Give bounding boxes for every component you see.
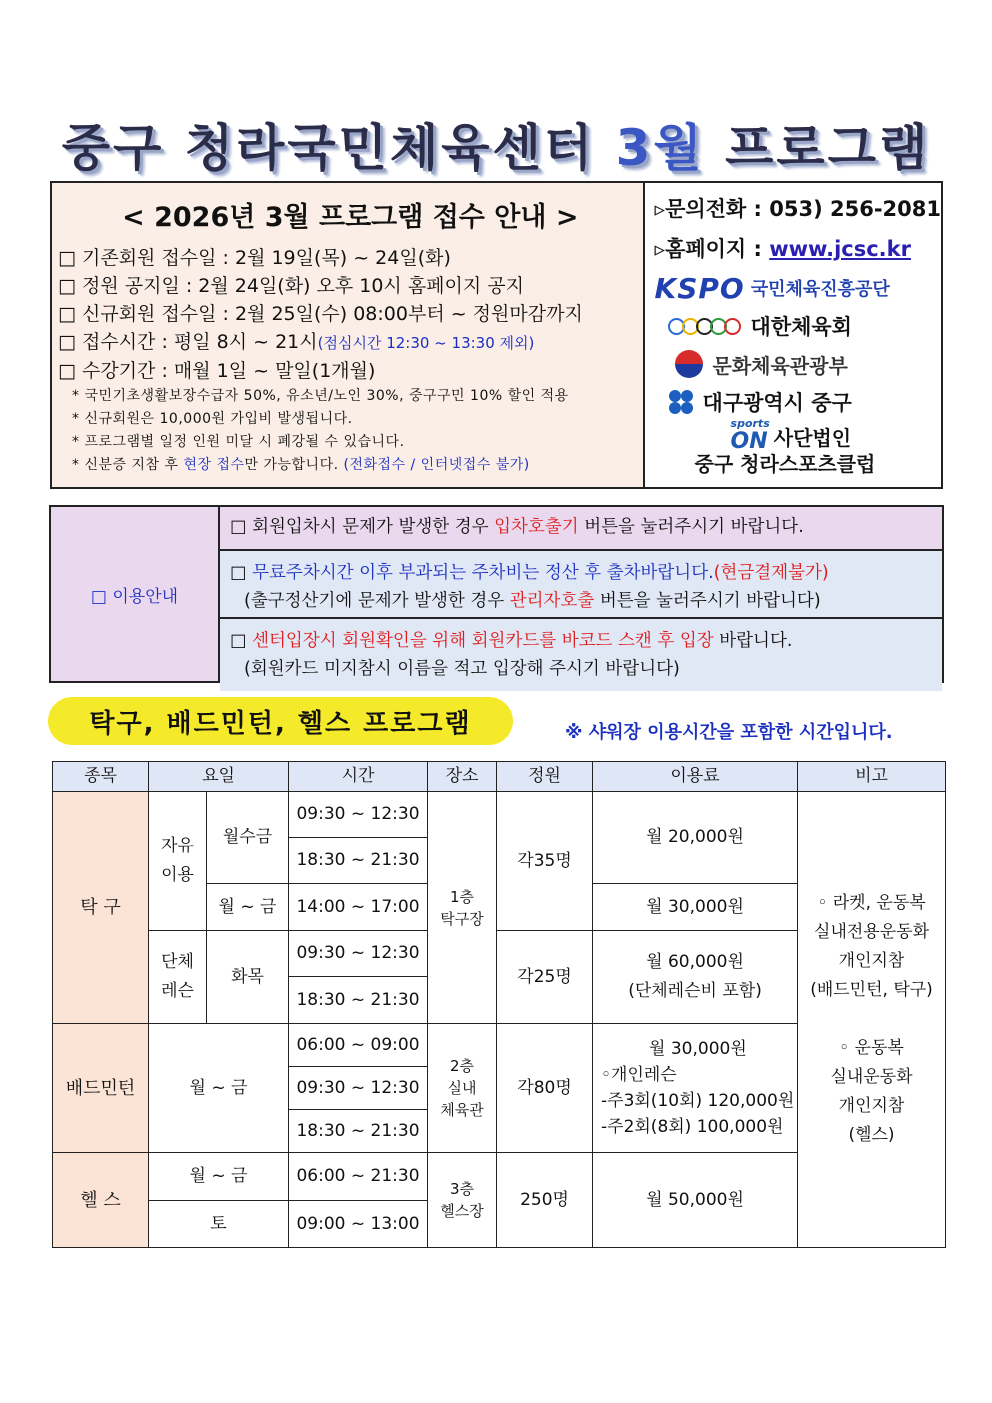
capacity-cell: 각35명	[497, 792, 593, 931]
sport-council-logo: 대한체육회	[655, 307, 941, 345]
time-cell: 09:30 ~ 12:30	[289, 792, 428, 838]
time-cell: 09:30 ~ 12:30	[289, 931, 428, 977]
remarks-cell: ◦ 라켓, 운동복 실내전용운동화 개인지참 (배드민턴, 탁구) ◦ 운동복 실내운동화 개인지참 (헬스)	[798, 792, 946, 1248]
notice-left-panel	[52, 183, 645, 487]
notice-item: □ 접수시간 : 평일 8시 ~ 21시(점심시간 12:30 ~ 13:30 제외)	[58, 331, 535, 353]
place-cell: 3층 헬스장	[428, 1153, 497, 1248]
fee-cell: 월 30,000원	[593, 884, 798, 931]
notice-item: □ 기존회원 접수일 : 2월 19일(목) ~ 24일(화)	[58, 247, 451, 269]
col-header: 장소	[428, 762, 497, 792]
fee-cell: 월 30,000원 ◦개인레슨 -주3회(10회) 120,000원 -주2회(8회) 100,000원	[593, 1024, 798, 1153]
capacity-cell: 250명	[497, 1153, 593, 1248]
table-row	[53, 792, 946, 838]
title-tail: 프로그램	[725, 119, 931, 177]
homepage-link[interactable]: www.jcsc.kr	[769, 237, 911, 261]
usage-row-entry: □ 회원입차시 문제가 발생한 경우 입차호출기 버튼을 눌러주시기 바랍니다.	[220, 507, 942, 549]
notice-heading: < 2026년 3월 프로그램 접수 안내 >	[122, 202, 579, 233]
shower-note: ※ 샤워장 이용시간을 포함한 시간입니다.	[565, 722, 893, 743]
group-lesson-cell: 단체 레슨	[149, 931, 207, 1024]
lunch-note: (점심시간 12:30 ~ 13:30 제외)	[317, 334, 535, 352]
time-cell: 06:00 ~ 21:30	[289, 1153, 428, 1201]
days-cell: 토	[149, 1201, 289, 1248]
usage-label: □ 이용안내	[51, 507, 220, 681]
taeguk-icon	[675, 350, 703, 378]
notice-item: □ 신규회원 접수일 : 2월 25일(수) 08:00부터 ~ 정원마감까지	[58, 303, 583, 325]
phone-number: 053) 256-2081	[769, 197, 941, 221]
page-title	[0, 108, 992, 180]
free-use-cell: 자유 이용	[149, 792, 207, 931]
notice-item: □ 정원 공지일 : 2월 24일(화) 오후 10시 홈페이지 공지	[58, 275, 524, 297]
notice-note: * 신분증 지참 후 현장 접수만 가능합니다. (전화접수 / 인터넷접수 불가)	[72, 457, 530, 473]
time-cell: 09:00 ~ 13:00	[289, 1201, 428, 1248]
district-logo: 대구광역시 중구	[655, 383, 941, 421]
notice-note: * 국민기초생활보장수급자 50%, 유소년/노인 30%, 중구구민 10% 할인 적용	[72, 388, 569, 404]
title-main: 중구 청라국민체육센터	[61, 119, 596, 177]
sport-table-tennis: 탁 구	[53, 792, 149, 1024]
days-cell: 화목	[207, 931, 289, 1024]
ministry-logo: 문화체육관광부	[655, 345, 941, 383]
place-cell: 1층 탁구장	[428, 792, 497, 1024]
fee-cell: 월 50,000원	[593, 1153, 798, 1248]
title-month: 3월	[615, 119, 705, 177]
usage-rows	[220, 507, 942, 681]
time-cell: 18:30 ~ 21:30	[289, 1110, 428, 1153]
usage-row-card: □ 센터입장시 회원확인을 위해 회원카드를 바코드 스캔 후 입장 바랍니다. (회원카드 미지참시 이름을 적고 입장해 주시기 바랍니다)	[220, 617, 942, 691]
olympic-rings-icon	[671, 318, 741, 335]
contact-panel	[645, 183, 941, 487]
capacity-cell: 각80명	[497, 1024, 593, 1153]
usage-row-parking: □ 무료주차시간 이후 부과되는 주차비는 정산 후 출차바랍니다.(현금결제불가) (출구정산기에 문제가 발생한 경우 관리자호출 버튼을 눌러주시기 바랍니다)	[220, 549, 942, 617]
capacity-cell: 각25명	[497, 931, 593, 1024]
sports-on-icon: ON	[730, 429, 768, 454]
notice-item: □ 수강기간 : 매월 1일 ~ 말일(1개월)	[58, 360, 376, 382]
col-header: 시간	[289, 762, 428, 792]
col-header: 정원	[497, 762, 593, 792]
phone-line: ▹문의전화 : 053) 256-2081	[654, 197, 941, 221]
notice-note: * 프로그램별 일정 인원 미달 시 폐강될 수 있습니다.	[72, 434, 405, 450]
kspo-logo: KSPO 국민체육진흥공단	[654, 271, 890, 305]
district-emblem-icon	[669, 390, 693, 414]
fee-cell: 월 20,000원	[593, 792, 798, 884]
col-header: 비고	[798, 762, 946, 792]
col-header: 이용료	[593, 762, 798, 792]
program-table	[52, 761, 946, 1248]
time-cell: 18:30 ~ 21:30	[289, 838, 428, 884]
days-cell: 월 ~ 금	[149, 1153, 289, 1201]
time-cell: 09:30 ~ 12:30	[289, 1067, 428, 1110]
place-cell: 2층 실내 체육관	[428, 1024, 497, 1153]
time-cell: 14:00 ~ 17:00	[289, 884, 428, 931]
registration-notice	[50, 181, 943, 489]
days-cell: 월 ~ 금	[207, 884, 289, 931]
table-header-row	[53, 762, 946, 792]
fee-cell: 월 60,000원 (단체레슨비 포함)	[593, 931, 798, 1024]
time-cell: 06:00 ~ 09:00	[289, 1024, 428, 1067]
club-name: 중구 청라스포츠클럽	[694, 452, 876, 476]
col-header: 종목	[53, 762, 149, 792]
program-section-title: 탁구, 배드민턴, 헬스 프로그램	[48, 697, 513, 745]
homepage-line: ▹홈페이지 : www.jcsc.kr	[654, 237, 911, 261]
days-cell: 월 ~ 금	[149, 1024, 289, 1153]
club-logo: sports ON 사단법인	[730, 417, 852, 454]
sport-badminton: 배드민턴	[53, 1024, 149, 1153]
sport-gym: 헬 스	[53, 1153, 149, 1248]
time-cell: 18:30 ~ 21:30	[289, 977, 428, 1024]
days-cell: 월수금	[207, 792, 289, 884]
col-header: 요일	[149, 762, 289, 792]
notice-note: * 신규회원은 10,000원 가입비 발생됩니다.	[72, 411, 353, 427]
usage-guide	[49, 505, 944, 683]
